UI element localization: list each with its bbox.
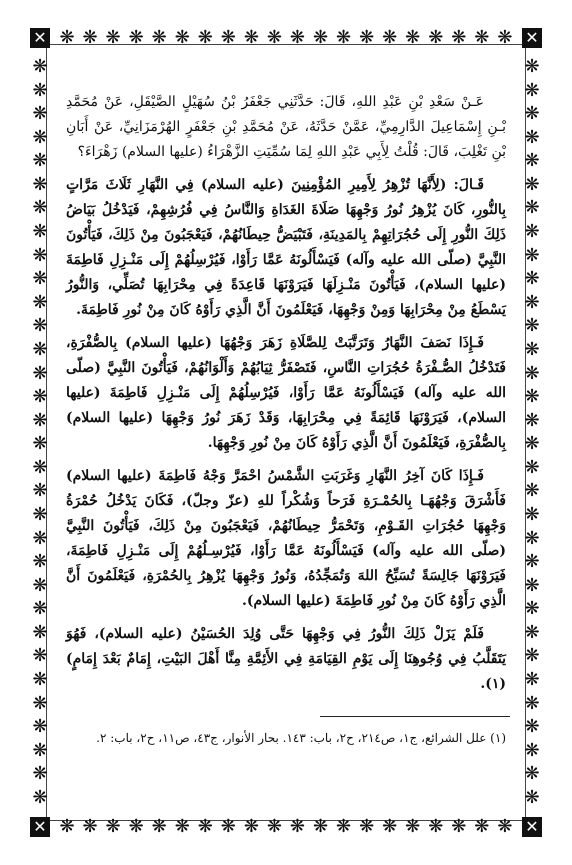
star-ornament-icon: ❋ [32,268,48,290]
star-ornament-icon: ❋ [174,27,190,48]
hadith-paragraph-sunset: فَـإِذَا كَانَ آخِرُ النَّهَارِ وَغَرَبَتِ الشَّمْسُ احْمَرَّ وَجْهُ فَاطِمَةَ (عليها السلام) فَأَشْرَقَ وَجْهُهَـا بِالحُمْـرَةِ فَرَحاً وَشُكْراً للهِ (عزّ وجلّ)، فَكَانَ يَدْخُلُ حُمْرَةُ وَجْهِهَا حُجُرَاتِ القَـوْمِ، وَتَحْمَرُّ حِيطَانُهُمْ، فَيَعْجَبُونَ مِنْ ذَلِكَ، فَيَأْتُونَ النَّبِيَّ (صلّى الله عليه وآله) فَيَسْأَلُونَهُ عَمَّا رَأَوْا، فَيُرْسِـلُهُمْ إِلَى مَنْـزِلِ فَاطِمَةَ، فَيَرَوْنَهَا جَالِسَةً تُسَبِّحُ اللهَ وَتُمَجِّدُهُ، وَنُورُ وَجْهِهَا يُزْهِرُ بِالحُمْرَةِ، فَيَعْلَمُونَ أَنَّ الَّذِي رَأَوْهُ كَانَ مِنْ نُورِ فَاطِمَةَ (عليها السلام). [66,468,506,609]
star-ornament-icon: ❋ [428,27,444,48]
star-ornament-icon: ❋ [524,503,540,525]
top-border-ornaments [58,29,514,47]
star-ornament-icon: ❋ [474,816,490,837]
star-ornament-icon: ❋ [32,527,48,549]
star-ornament-icon: ❋ [336,27,352,48]
star-ornament-icon: ❋ [524,480,540,502]
star-ornament-icon: ❋ [266,816,282,837]
star-ornament-icon: ❋ [524,338,540,360]
isnad-paragraph: عَـنْ سَعْدِ بْنِ عَبْدِ اللهِ، قَالَ: حَدَّثَنِي جَعْفَرُ بْنُ سُهَيْلٍ الصَّيْقَلِ، عَنْ مُحَمَّدِ بْـنِ إِسْمَاعِيلَ الدَّارِمِيِّ، عَمَّنْ حَدَّثَهُ، عَنْ مُحَمَّدِ بْنِ جَعْفَرٍ الهُرْمَزَانِيِّ، عَنْ أَبَانِ بْنِ تَغْلِبَ، قَالَ: قُلْتُ لِأَبِي عَبْدِ اللهِ لِمَا سُمِّيَتِ الزَّهْرَاءُ (عليها السلام) زَهْرَاءَ؟ [66,94,506,160]
star-ornament-icon: ❋ [128,27,144,48]
star-ornament-icon: ❋ [197,816,213,837]
star-ornament-icon: ❋ [32,692,48,714]
star-ornament-icon: ❋ [32,645,48,667]
star-ornament-icon: ❋ [32,79,48,101]
star-ornament-icon: ❋ [524,56,540,77]
star-ornament-icon: ❋ [32,669,48,691]
corner-ornament-top-left: ✕ [30,28,50,48]
star-ornament-icon: ❋ [32,362,48,384]
star-ornament-icon: ❋ [336,816,352,837]
star-ornament-icon: ❋ [524,621,540,643]
star-ornament-icon: ❋ [32,433,48,455]
star-ornament-icon: ❋ [105,816,121,837]
star-ornament-icon: ❋ [32,716,48,738]
star-ornament-icon: ❋ [32,551,48,573]
star-ornament-icon: ❋ [524,103,540,125]
star-ornament-icon: ❋ [266,27,282,48]
star-ornament-icon: ❋ [524,456,540,478]
star-ornament-icon: ❋ [405,27,421,48]
hadith-paragraph-closing: فَلَمْ يَزَلْ ذَلِكَ النُّورُ فِي وَجْهِهَا حَتَّى وُلِدَ الحُسَيْنُ (عليه السلام)، فَهُوَ يَتَقَلَّبُ فِي وُجُوهِنَا إِلَى يَوْمِ القِيَامَةِ فِي الأَئِمَّةِ مِنَّا أَهْلَ البَيْتِ، إِمَامٌ بَعْدَ إِمَامٍ)(١). [66,626,506,692]
star-ornament-icon: ❋ [32,338,48,360]
star-ornament-icon: ❋ [524,221,540,243]
star-ornament-icon: ❋ [524,79,540,101]
star-ornament-icon: ❋ [32,480,48,502]
star-ornament-icon: ❋ [243,816,259,837]
star-ornament-icon: ❋ [32,386,48,408]
star-ornament-icon: ❋ [524,527,540,549]
star-ornament-icon: ❋ [32,409,48,431]
star-ornament-icon: ❋ [151,816,167,837]
star-ornament-icon: ❋ [451,27,467,48]
star-ornament-icon: ❋ [220,816,236,837]
star-ornament-icon: ❋ [359,27,375,48]
star-ornament-icon: ❋ [524,739,540,761]
star-ornament-icon: ❋ [32,621,48,643]
star-ornament-icon: ❋ [289,816,306,837]
star-ornament-icon: ❋ [32,763,48,785]
star-ornament-icon: ❋ [32,598,48,620]
star-ornament-icon: ❋ [289,27,306,48]
star-ornament-icon: ❋ [382,27,398,48]
star-ornament-icon: ❋ [32,574,48,596]
star-ornament-icon: ❋ [32,103,48,125]
star-ornament-icon: ❋ [105,27,121,48]
star-ornament-icon: ❋ [82,27,98,48]
star-ornament-icon: ❋ [32,244,48,266]
star-ornament-icon: ❋ [474,27,490,48]
star-ornament-icon: ❋ [524,386,540,408]
star-ornament-icon: ❋ [524,173,540,195]
star-ornament-icon: ❋ [451,816,467,837]
star-ornament-icon: ❋ [59,27,75,48]
star-ornament-icon: ❋ [32,503,48,525]
star-ornament-icon: ❋ [524,763,540,785]
star-ornament-icon: ❋ [524,126,540,148]
star-ornament-icon: ❋ [174,816,190,837]
star-ornament-icon: ❋ [524,291,540,313]
star-ornament-icon: ❋ [220,27,236,48]
hadith-paragraph-dawn: قَـالَ: (لِأَنَّهَا تُزْهِرُ لِأَمِيرِ المُؤْمِنِينَ (عليه السلام) فِي النَّهَارِ ثَلَاثَ مَرَّاتٍ بِالنُّورِ، كَانَ يُزْهِرُ نُورُ وَجْهِهَا صَلَاةَ الغَدَاةِ وَالنَّاسُ فِي فُرُشِهِمْ، فَيَدْخُلُ بَيَاضُ ذَلِكَ النُّورِ إِلَى حُجُرَاتِهِمْ بِالمَدِينَةِ، فَتَبْيَضُّ حِيطَانُهُمْ، فَيَعْجَبُونَ مِنْ ذَلِكَ، فَيَأْتُونَ النَّبِيَّ (صلّى الله عليه وآله) فَيَسْأَلُونَهُ عَمَّا رَأَوْا، فَيُرْسِلُهُمْ إِلَى مَنْـزِلِ فَاطِمَةَ (عليها السلام)، فَيَأْتُونَ مَنْـزِلَهَا فَيَرَوْنَهَا قَاعِدَةً فِي مِحْرَابِهَا تُصَلِّي، وَالنُّورُ يَسْطَعُ مِنْ مِحْرَابِهَا وَمِنْ وَجْهِهَا، فَيَعْلَمُونَ أَنَّ الَّذِي رَأَوْهُ كَانَ مِنْ نُورِ فَاطِمَةَ. [66,177,506,318]
star-ornament-icon: ❋ [197,27,213,48]
star-ornament-icon: ❋ [32,315,48,337]
star-ornament-icon: ❋ [524,244,540,266]
star-ornament-icon: ❋ [32,456,48,478]
star-ornament-icon: ❋ [524,315,540,337]
star-ornament-icon: ❋ [312,816,329,837]
star-ornament-icon: ❋ [524,362,540,384]
footnote-divider [320,716,510,717]
right-border-ornaments [523,58,541,807]
star-ornament-icon: ❋ [128,816,144,837]
star-ornament-icon: ❋ [524,551,540,573]
star-ornament-icon: ❋ [524,197,540,219]
star-ornament-icon: ❋ [32,126,48,148]
bottom-border-ornaments [58,818,514,836]
star-ornament-icon: ❋ [524,716,540,738]
left-border-ornaments [31,58,49,807]
star-ornament-icon: ❋ [524,598,540,620]
star-ornament-icon: ❋ [497,816,513,837]
corner-ornament-top-right: ✕ [522,28,542,48]
star-ornament-icon: ❋ [382,816,398,837]
star-ornament-icon: ❋ [524,692,540,714]
star-ornament-icon: ❋ [428,816,444,837]
star-ornament-icon: ❋ [524,669,540,691]
star-ornament-icon: ❋ [32,739,48,761]
star-ornament-icon: ❋ [524,268,540,290]
star-ornament-icon: ❋ [32,786,48,808]
star-ornament-icon: ❋ [405,816,421,837]
star-ornament-icon: ❋ [59,816,75,837]
star-ornament-icon: ❋ [32,56,48,77]
corner-ornament-bottom-right: ✕ [522,817,542,837]
star-ornament-icon: ❋ [151,27,167,48]
star-ornament-icon: ❋ [524,574,540,596]
star-ornament-icon: ❋ [32,150,48,172]
footnote: (١) علل الشرائع، ج١، ص٢١٤، ح٢، باب: ١٤٣. بحار الأنوار، ج٤٣، ص١١، ح٢، باب: ٢. [96,731,506,745]
star-ornament-icon: ❋ [524,150,540,172]
star-ornament-icon: ❋ [524,409,540,431]
star-ornament-icon: ❋ [524,433,540,455]
star-ornament-icon: ❋ [243,27,259,48]
star-ornament-icon: ❋ [82,816,98,837]
hadith-paragraph-noon: فَـإِذَا نَصَفَ النَّهَارُ وَتَرَتَّبَتْ لِلصَّلَاةِ زَهَرَ وَجْهُهَا (عليها السلام) بِالصُّفْرَةِ، فَتَدْخُلُ الصُّـفْرَةُ حُجُرَاتِ النَّاسِ، فَتَصْفَرُّ ثِيَابُهُمْ وَأَلْوَانُهُمْ، فَيَأْتُونَ النَّبِيَّ (صلّى الله عليه وآله) فَيَسْأَلُونَهُ عَمَّا رَأَوْا، فَيُرْسِلُهُمْ إِلَى مَنْـزِلِ فَاطِمَةَ (عليها السلام)، فَيَرَوْنَهَا قَائِمَةً فِي مِحْرَابِهَا، وَقَدْ زَهَرَ نُورُ وَجْهِهَا (عليها السلام) بِالصُّفْرَةِ، فَيَعْلَمُونَ أَنَّ الَّذِي رَأَوْهُ كَانَ مِنْ نُورِ وَجْهِهَا. [66,335,506,451]
star-ornament-icon: ❋ [524,645,540,667]
star-ornament-icon: ❋ [312,27,329,48]
star-ornament-icon: ❋ [32,197,48,219]
star-ornament-icon: ❋ [524,786,540,808]
main-text-body [66,90,506,705]
star-ornament-icon: ❋ [32,291,48,313]
star-ornament-icon: ❋ [497,27,513,48]
corner-ornament-bottom-left: ✕ [30,817,50,837]
star-ornament-icon: ❋ [32,173,48,195]
star-ornament-icon: ❋ [359,816,375,837]
star-ornament-icon: ❋ [32,221,48,243]
